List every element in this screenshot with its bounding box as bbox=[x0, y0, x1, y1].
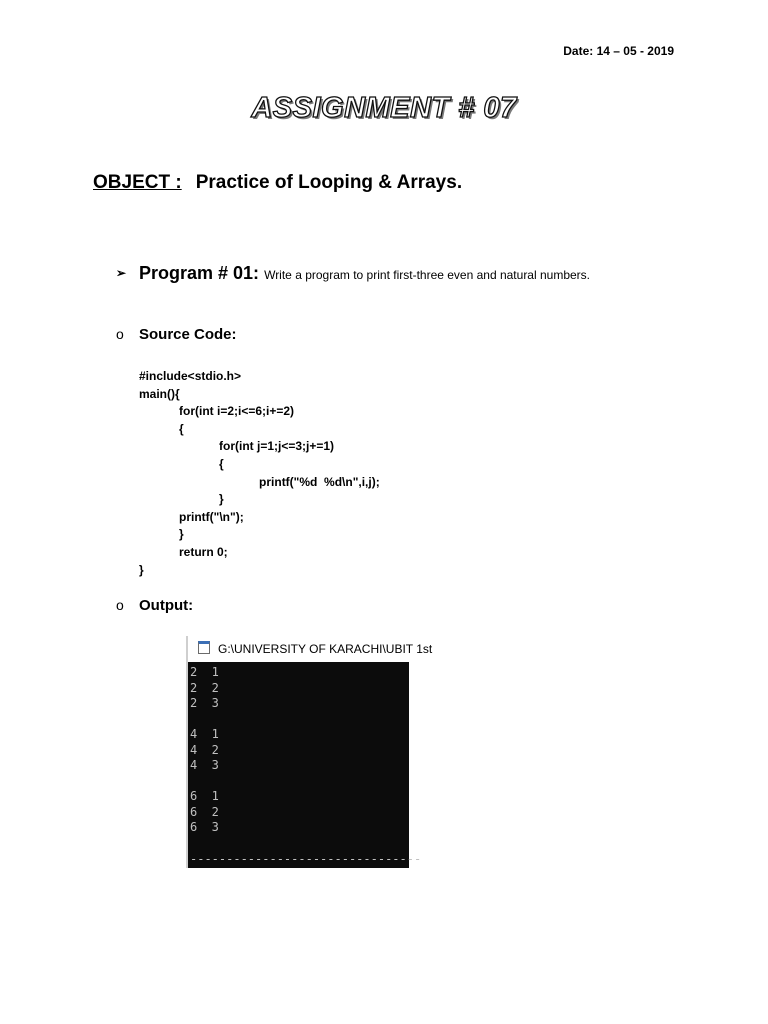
code-line: } bbox=[139, 527, 184, 542]
program-label: Program # 01: bbox=[139, 263, 260, 283]
code-line: #include<stdio.h> bbox=[139, 369, 242, 383]
code-line: } bbox=[139, 562, 144, 577]
output-heading bbox=[116, 597, 193, 614]
output-label: Output: bbox=[139, 597, 194, 614]
console-line bbox=[190, 774, 409, 790]
code-line: printf("%d %d\n",i,j); bbox=[139, 474, 380, 489]
code-line: main(){ bbox=[139, 386, 180, 401]
console-line: 2 2 bbox=[190, 680, 219, 695]
code-line: printf("\n"); bbox=[139, 509, 244, 524]
object-heading bbox=[93, 172, 462, 194]
code-line: for(int j=1;j<=3;j+=1) bbox=[139, 439, 335, 454]
program-heading bbox=[116, 263, 590, 284]
console-title-bar bbox=[188, 636, 433, 662]
console-line: 6 2 bbox=[190, 804, 219, 819]
console-line: 4 2 bbox=[190, 742, 219, 757]
code-line: for(int i=2;i<=6;i+=2) bbox=[139, 404, 295, 419]
code-line: return 0; bbox=[139, 544, 228, 559]
circle-bullet-icon: o bbox=[116, 326, 124, 342]
code-line: { bbox=[139, 456, 224, 471]
console-dashed-rule: -------------------------------- bbox=[190, 852, 422, 866]
console-line: 2 1 bbox=[190, 665, 219, 679]
console-line: 6 1 bbox=[190, 789, 219, 803]
console-window-icon bbox=[198, 641, 210, 654]
console-line: 6 3 bbox=[190, 820, 219, 834]
console-output bbox=[188, 662, 409, 836]
console-screenshot bbox=[186, 636, 433, 868]
page-title: ASSIGNMENT # 07 bbox=[251, 92, 517, 124]
program-description: Write a program to print first-three even and natural numbers. bbox=[264, 268, 591, 282]
code-line: { bbox=[139, 421, 184, 436]
object-text: Practice of Looping & Arrays. bbox=[195, 172, 463, 193]
console-line: 4 3 bbox=[190, 758, 219, 772]
console-title: G:\UNIVERSITY OF KARACHI\UBIT 1st bbox=[218, 642, 433, 656]
console-line bbox=[190, 712, 409, 728]
source-code-heading bbox=[116, 326, 237, 343]
object-label: OBJECT : bbox=[93, 172, 182, 193]
code-line: } bbox=[139, 492, 224, 507]
arrow-bullet-icon: ➢ bbox=[116, 266, 127, 280]
source-code-block bbox=[139, 368, 380, 579]
console-line: 4 1 bbox=[190, 727, 219, 741]
date-text: Date: 14 – 05 - 2019 bbox=[563, 44, 674, 58]
circle-bullet-icon: o bbox=[116, 597, 124, 613]
console-line: 2 3 bbox=[190, 696, 219, 710]
source-code-label: Source Code: bbox=[139, 326, 237, 343]
